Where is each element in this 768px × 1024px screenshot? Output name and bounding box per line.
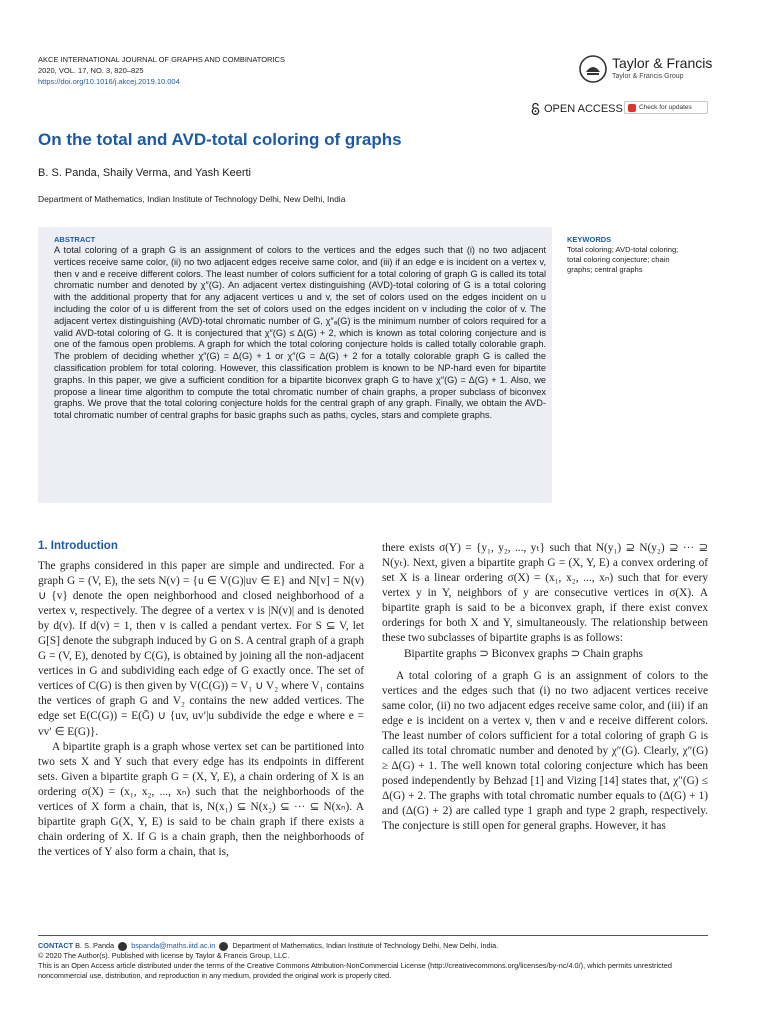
- open-access-label: OPEN ACCESS: [544, 103, 623, 115]
- paragraph: The graphs considered in this paper are simple and undirected. For a graph G = (V, E), the sets N(v) = {u ∈ V(G)|uv ∈ E} and N[v] = N(v) ∪ {v} denote the open neighborhood and closed neighborhood of a vertex v, respectively. The degree of a vertex v is |N(v)| and is denoted by d(v). If d(v) = 1, then v is called a pendant vertex. For S ⊆ V, let G[S] denote the subgraph induced by G on S. A central graph of a graph G = (V, E), denoted by C(G), is obtained by joining all the non-adjacent vertices in G and subdividing each edge of G exactly once. The set of vertices of C(G) is then given by V(C(G)) = V₁ ∪ V₂ where V₁ contains the vertices of graph G and V₂ contains the new added vertices. The edge set E(C(G)) = E(Ḡ) ∪ {uv, uv′|u subdivide the edge e where e = vv′ ∈ E(G)}.: [38, 560, 364, 738]
- right-column-bottom: [382, 669, 708, 835]
- subclass-relation-formula: Bipartite graphs ⊃ Biconvex graphs ⊃ Chain graphs: [404, 648, 643, 660]
- right-column-top: [382, 541, 708, 646]
- abstract-heading: ABSTRACT: [54, 235, 96, 244]
- email-icon: [118, 942, 127, 951]
- footer-notes: [38, 941, 710, 981]
- publisher-name: Taylor & Francis: [612, 55, 713, 71]
- check-updates-label: Check for updates: [639, 104, 692, 111]
- abstract-text: A total coloring of a graph G is an assignment of colors to the vertices and the edges such that (i) no two adjacent vertices receive same color, (ii) no two adjacent edges receive same color, and (iii) if an edge e is incident on a vertex v, then v and e receive different colors. The least number of colors sufficient for a total coloring of graph G is called its total chromatic number and denoted by χ″(G). An adjacent vertex distinguishing (AVD)-total coloring of G is a total coloring with the additional property that for any adjacent vertices u and v, the set of colors used on the edges incident on u including the color of u is different from the set of colors used on the edges incident on v including the color of v. The adjacent vertex distinguishing (AVD)-total chromatic number of G, χ″ₐ(G) is the minimum number of colors required for a valid AVD-total coloring of G. It is conjectured that χ″(G) ≤ Δ(G) + 2, which is known as total coloring conjecture and is one of the famous open problems. A graph for which the total coloring conjecture holds is called totally colorable graph. The problem of deciding whether χ″(G) = Δ(G) + 1 or χ″(G = Δ(G) + 2 for a totally colorable graph G is called the classification problem for total coloring. However, this classification problem is known to be NP-hard even for bipartite graphs. In this paper, we give a sufficient condition for a bipartite biconvex graph G to have χ″(G) = Δ(G) + 1. Also, we propose a linear time algorithm to compute the total chromatic number of chain graphs, a proper subclass of biconvex graphs. We prove that the total coloring conjecture holds for the central graph of any graph. Finally, we obtain the AVD-total chromatic number of central graphs for basic graphs such as paths, cycles, stars and complete graphs.: [54, 245, 546, 421]
- keywords-text: Total coloring; AVD-total coloring; total coloring conjecture; chain graphs; central graphs: [567, 245, 679, 275]
- check-updates-button[interactable]: [624, 101, 708, 114]
- publisher-group: Taylor & Francis Group: [612, 73, 684, 80]
- contact-line: [38, 941, 710, 951]
- contact-affiliation: Department of Mathematics, Indian Institute of Technology Delhi, New Delhi, India.: [232, 941, 499, 950]
- paragraph: A total coloring of a graph G is an assignment of colors to the vertices and the edges such that (i) no two adjacent vertices receive same color, (ii) no two adjacent edges receive same color, and (iii) if an edge e is incident on a vertex v, then v and e receive different colors. The least number of colors sufficient for a total coloring of graph G is called its total chromatic number and denoted by χ″(G). Clearly, χ″(G) ≥ Δ(G) + 1. The well known total coloring conjecture which has been posed independently by Behzad [1] and Vizing [14] states that, χ″(G) ≤ Δ(G) + 2. The graphs with total chromatic number equals to (Δ(G) + 1) and (Δ(G) + 2) are called type 1 graph and type 2 graph, respectively. The conjecture is still open for general graphs. However, it has: [382, 670, 708, 833]
- contact-label: CONTACT: [38, 941, 74, 950]
- keywords-heading: KEYWORDS: [567, 235, 612, 244]
- doi-link[interactable]: https://doi.org/10.1016/j.akcej.2019.10.004: [38, 77, 180, 86]
- journal-name: AKCE INTERNATIONAL JOURNAL OF GRAPHS AND COMBINATORICS: [38, 55, 285, 64]
- paragraph: there exists σ(Y) = {y₁, y₂, ..., yₜ} such that N(y₁) ⊇ N(y₂) ⊇ ··· ⊇ N(yₜ). Next, given a bipartite graph G = (X, Y, E) a convex ordering of set X is a linear ordering σ(X) = (x₁, x₂, ..., xₙ) such that for every vertex y in Y, neighbors of y are consecutive vertices in σ(X). A bipartite graph is said to be a biconvex graph, if there exist convex orderings for both X and Y, simultaneously. The relationship between these two subclasses of bipartite graphs is as follows:: [382, 542, 708, 645]
- volume-info: 2020, VOL. 17, NO. 3, 820–825: [38, 66, 144, 75]
- paragraph: A bipartite graph is a graph whose vertex set can be partitioned into two sets X and Y such that every edge has its endpoints in different sets. Given a bipartite graph G = (X, Y, E), a chain ordering of X is an ordering σ(X) = (x₁, x₂, ..., xₙ) such that the neighborhoods of the vertices of X form a chain, that is, N(x₁) ⊆ N(x₂) ⊆ ··· ⊆ N(xₙ). A bipartite graph G(X, Y, E) is said to be chain graph if there exists a chain ordering of X. If G is a chain graph, then the neighborhoods of the vertices of Y also form a chain, that is,: [38, 740, 364, 858]
- article-title: On the total and AVD-total coloring of graphs: [38, 130, 402, 149]
- institution-icon: [219, 942, 228, 951]
- license-line: This is an Open Access article distributed under the terms of the Creative Commons Attribution-NonCommercial License (http://creativecommons.org/licenses/by-nc/4.0/), which permits unrestricted noncommercial use, distribution, and reproduction in any medium, provided the original work is properly cited.: [38, 961, 672, 980]
- copyright-line: © 2020 The Author(s). Published with license by Taylor & Francis Group, LLC.: [38, 951, 290, 960]
- open-access-badge: [531, 103, 623, 115]
- left-column: [38, 559, 364, 860]
- footer-divider: [38, 935, 708, 936]
- contact-email-link[interactable]: bspanda@maths.iitd.ac.in: [131, 941, 216, 950]
- crossmark-icon: [628, 104, 636, 112]
- open-lock-icon: [531, 103, 540, 115]
- contact-name: B. S. Panda: [75, 941, 115, 950]
- taylor-francis-logo-icon: [578, 54, 608, 84]
- section-heading-introduction: 1. Introduction: [38, 540, 118, 552]
- article-authors: B. S. Panda, Shaily Verma, and Yash Keerti: [38, 167, 251, 179]
- article-affiliation: Department of Mathematics, Indian Institute of Technology Delhi, New Delhi, India: [38, 194, 346, 204]
